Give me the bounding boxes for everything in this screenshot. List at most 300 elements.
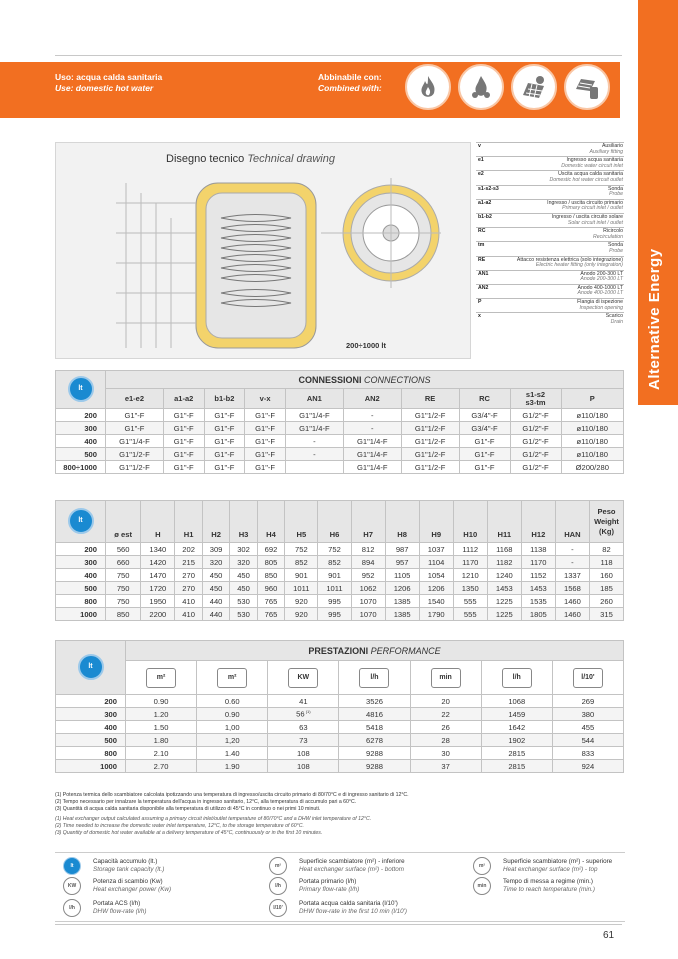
connections-title-en: CONNECTIONS — [364, 374, 431, 385]
table-cell: G1/2"-F — [510, 461, 561, 474]
legend-row — [476, 313, 624, 327]
table-cell: 160 — [590, 569, 624, 582]
table-cell: 455 — [552, 721, 623, 734]
row-label: 400 — [56, 435, 106, 448]
column-header: RC — [459, 389, 510, 409]
table-cell: 269 — [552, 695, 623, 708]
performance-icon-cell — [481, 661, 552, 695]
table-cell: ø110/180 — [561, 422, 623, 435]
column-header: H9 — [419, 501, 453, 543]
legend-row — [476, 270, 624, 284]
key-it: Superficie scambiatore (m²) - superiore — [503, 858, 613, 865]
table-row — [56, 608, 624, 621]
note-marker: (1) — [304, 709, 311, 715]
key-item — [93, 858, 164, 874]
legend-en: Anode 200-300 LT — [580, 276, 623, 283]
footnote: (3) Quantity of domestic hot water available at a delivery temperature of 45°C, continuously or in the first 10 minutes. — [55, 830, 323, 836]
key-icon: l/10' — [269, 899, 287, 917]
column-header: e1-e2 — [106, 389, 164, 409]
key-it: Portata acqua calda sanitaria (l/10') — [299, 900, 398, 907]
row-label: 400 — [56, 721, 126, 734]
column-header: H8 — [385, 501, 419, 543]
legend-row — [476, 171, 624, 185]
table-row — [56, 556, 624, 569]
connections-title-it: CONNESSIONI — [298, 374, 362, 385]
column-header: H4 — [257, 501, 284, 543]
legend-row — [476, 157, 624, 171]
table-cell: Ø200/280 — [561, 461, 623, 474]
table-cell: - — [343, 409, 401, 422]
table-cell: G1"-F — [163, 422, 204, 435]
table-cell: 852 — [285, 556, 318, 569]
legend-desc — [504, 213, 624, 227]
table-cell: 1720 — [141, 582, 175, 595]
legend-desc — [504, 313, 624, 327]
key-it: Tempo di messa a regime (min.) — [503, 878, 593, 885]
table-cell: 1568 — [555, 582, 589, 595]
page-number: 61 — [603, 930, 615, 941]
table-row — [56, 448, 624, 461]
table-cell: 450 — [202, 582, 229, 595]
column-header: RE — [401, 389, 459, 409]
legend-it: Attacco resistenza elettrica (solo integrazione) — [516, 256, 623, 263]
column-header: AN2 — [343, 389, 401, 409]
table-cell: 270 — [175, 569, 202, 582]
table-cell: 28 — [410, 734, 481, 747]
tank-drawing — [96, 173, 466, 353]
table-cell: G1"-F — [459, 461, 510, 474]
key-en: Heat exchanger power (Kw) — [93, 886, 172, 893]
column-header: H12 — [521, 501, 555, 543]
row-label: 300 — [56, 556, 106, 569]
table-cell: 450 — [230, 582, 257, 595]
legend-en: Electric heater fitting (only integration) — [535, 262, 623, 269]
table-cell: G1"-F — [204, 422, 245, 435]
table-cell: 4816 — [339, 708, 410, 721]
table-cell: 1037 — [419, 543, 453, 556]
table-cell: 2.70 — [126, 760, 197, 773]
table-cell: 752 — [285, 543, 318, 556]
table-cell: 309 — [202, 543, 229, 556]
legend-desc — [504, 199, 624, 213]
key-item — [299, 900, 407, 916]
legend-desc — [504, 299, 624, 313]
table-cell: 1.40 — [197, 747, 268, 760]
table-cell: 1459 — [481, 708, 552, 721]
performance-unit-icon: l/h — [359, 668, 389, 688]
legend-en: Recirculation — [593, 233, 623, 240]
row-label: 800 — [56, 747, 126, 760]
table-cell: 805 — [257, 556, 284, 569]
table-cell: 1.90 — [197, 760, 268, 773]
usage-en: Use: domestic hot water — [55, 83, 154, 93]
table-cell: 1206 — [419, 582, 453, 595]
table-cell: 995 — [318, 608, 351, 621]
legend-code: s1-s2-s3 — [476, 185, 504, 199]
table-cell: 752 — [318, 543, 351, 556]
connections-header-row — [56, 389, 624, 409]
performance-icon-cell — [197, 661, 268, 695]
legend-desc — [504, 185, 624, 199]
table-cell: 260 — [590, 595, 624, 608]
footnote: (3) Quantità di acqua calda sanitaria disponibile alla temperatura di utilizzo di 45°C in continuo o nei primi 10 minuti. — [55, 806, 321, 812]
row-label: 300 — [56, 708, 126, 721]
column-header: H7 — [351, 501, 385, 543]
table-cell: 924 — [552, 760, 623, 773]
table-cell: G1/2"-F — [510, 409, 561, 422]
table-cell: G1"1/2-F — [401, 422, 459, 435]
table-cell: 1240 — [487, 569, 521, 582]
table-cell: G1"-F — [204, 461, 245, 474]
column-header: H2 — [202, 501, 229, 543]
table-cell: 1642 — [481, 721, 552, 734]
table-cell: 2.10 — [126, 747, 197, 760]
table-cell: 1340 — [141, 543, 175, 556]
table-cell: 30 — [410, 747, 481, 760]
table-cell: 1.80 — [126, 734, 197, 747]
key-item — [93, 878, 171, 894]
table-cell: 108 — [268, 760, 339, 773]
key-en: Primary flow-rate (l/h) — [299, 886, 360, 893]
legend-row — [476, 242, 624, 256]
column-header: ø est — [106, 501, 141, 543]
table-cell: G1"-F — [245, 422, 286, 435]
table-cell: 3526 — [339, 695, 410, 708]
column-header: H10 — [453, 501, 487, 543]
table-cell: 1054 — [419, 569, 453, 582]
connections-title — [106, 371, 624, 389]
table-cell: 920 — [285, 595, 318, 608]
table-cell: 1206 — [385, 582, 419, 595]
table-cell: 185 — [590, 582, 624, 595]
table-cell: 1105 — [385, 569, 419, 582]
column-header: s1-s2 s3-tm — [510, 389, 561, 409]
table-cell: 1011 — [318, 582, 351, 595]
table-cell: G1"1/4-F — [285, 422, 343, 435]
table-cell: 544 — [552, 734, 623, 747]
key-it: Capacità accumulo (lt.) — [93, 858, 158, 865]
table-cell: 1168 — [487, 543, 521, 556]
table-cell: G1"1/4-F — [285, 409, 343, 422]
performance-title — [126, 641, 624, 661]
table-cell: 1225 — [487, 595, 521, 608]
legend-code: x — [476, 313, 504, 327]
solar-panel-icon — [511, 64, 557, 110]
row-label: 400 — [56, 569, 106, 582]
combined-label — [318, 72, 382, 94]
table-cell: G1"1/2-F — [401, 461, 459, 474]
table-cell: 1902 — [481, 734, 552, 747]
performance-unit-icon: m² — [217, 668, 247, 688]
table-cell: G1"-F — [163, 448, 204, 461]
side-label: Alternative Energy — [646, 248, 663, 390]
table-cell: 1790 — [419, 608, 453, 621]
row-label: 500 — [56, 734, 126, 747]
table-cell: 315 — [590, 608, 624, 621]
table-cell: 0.60 — [197, 695, 268, 708]
key-item — [299, 878, 359, 894]
performance-icon-cell — [410, 661, 481, 695]
legend-code: tm — [476, 242, 504, 256]
table-cell: G1"-F — [204, 435, 245, 448]
key-it: Potenza di scambio (Kw) — [93, 878, 163, 885]
table-cell: 692 — [257, 543, 284, 556]
legend-it: Sonda — [607, 185, 623, 192]
table-cell: G1"-F — [163, 461, 204, 474]
performance-unit-icon: l/10' — [573, 668, 603, 688]
performance-unit-icon: l/h — [502, 668, 532, 688]
row-label: 200 — [56, 409, 106, 422]
row-label: 1000 — [56, 760, 126, 773]
table-cell: 660 — [106, 556, 141, 569]
legend-it: Ingresso acqua sanitaria — [566, 157, 623, 164]
legend-code: RE — [476, 256, 504, 270]
row-label: 1000 — [56, 608, 106, 621]
table-cell: 530 — [230, 608, 257, 621]
table-cell: 1385 — [385, 608, 419, 621]
table-cell: G1"-F — [204, 448, 245, 461]
table-row — [56, 760, 624, 773]
footnotes — [55, 792, 625, 837]
table-cell: 1210 — [453, 569, 487, 582]
table-cell: 957 — [385, 556, 419, 569]
table-cell: 1453 — [487, 582, 521, 595]
table-cell: 833 — [552, 747, 623, 760]
table-cell: G1"1/2-F — [401, 409, 459, 422]
table-cell: G1"1/4-F — [343, 448, 401, 461]
capacity-logo-cell — [56, 371, 106, 409]
table-row — [56, 747, 624, 760]
footnote: (2) Tempo necessario per innalzare la temperatura dell'acqua in ingresso sanitario, 12°C, alla temperatura di accumulo pari a 60°C. — [55, 799, 357, 805]
table-cell: 560 — [106, 543, 141, 556]
table-cell: 56 $^{(1)}$ — [268, 708, 339, 721]
table-cell: 765 — [257, 595, 284, 608]
key-icon: m² — [473, 857, 491, 875]
column-header: H3 — [230, 501, 257, 543]
performance-title-it: PRESTAZIONI — [308, 645, 369, 656]
key-item — [93, 900, 147, 916]
table-cell: 850 — [257, 569, 284, 582]
table-cell: 1950 — [141, 595, 175, 608]
table-cell: 1170 — [521, 556, 555, 569]
legend-code: v — [476, 143, 504, 157]
legend-row — [476, 228, 624, 242]
table-cell: 410 — [175, 595, 202, 608]
column-header: H1 — [175, 501, 202, 543]
dimensions-header-row — [56, 501, 624, 543]
table-row — [56, 422, 624, 435]
key-item — [299, 858, 405, 874]
table-cell: 1,20 — [197, 734, 268, 747]
technical-drawing-panel — [55, 142, 471, 359]
legend-code: AN2 — [476, 284, 504, 298]
table-cell: G3/4"-F — [459, 422, 510, 435]
table-cell: 894 — [351, 556, 385, 569]
table-cell: 1104 — [419, 556, 453, 569]
key-en: Heat exchanger surface (m²) - bottom — [299, 866, 404, 873]
legend-it: Ingresso / uscita circuito primario — [547, 199, 623, 206]
capacity-logo-cell — [56, 641, 126, 695]
table-cell: 1805 — [521, 608, 555, 621]
key-item — [503, 878, 595, 894]
table-cell: 108 — [268, 747, 339, 760]
column-header: HAN — [555, 501, 589, 543]
table-cell: 1470 — [141, 569, 175, 582]
table-cell: G1"1/4-F — [343, 461, 401, 474]
performance-unit-icon: KW — [288, 668, 318, 688]
table-cell: - — [285, 448, 343, 461]
legend-en: Probe — [609, 191, 623, 198]
legend-it: Uscita acqua calda sanitaria — [558, 171, 623, 178]
column-header: H11 — [487, 501, 521, 543]
legend-it: Ingresso / uscita circuito solare — [551, 213, 623, 220]
table-cell: G1"1/2-F — [401, 435, 459, 448]
capacity-logo-cell — [56, 501, 106, 543]
performance-unit-icon: min — [431, 668, 461, 688]
legend-desc — [504, 242, 624, 256]
performance-title-en: PERFORMANCE — [370, 645, 441, 656]
legend-it: Sonda — [607, 242, 623, 249]
legend-en: Inspection opening — [579, 304, 623, 311]
table-cell: G1"1/4-F — [343, 435, 401, 448]
table-cell: 20 — [410, 695, 481, 708]
table-cell: 987 — [385, 543, 419, 556]
table-row — [56, 435, 624, 448]
legend-row — [476, 143, 624, 157]
table-cell — [285, 461, 343, 474]
legend-en: Anode 400-1000 LT — [577, 290, 623, 297]
legend-desc — [504, 171, 624, 185]
column-header: H5 — [285, 501, 318, 543]
table-cell: 302 — [230, 543, 257, 556]
drawing-title-en: Technical drawing — [247, 153, 335, 165]
table-cell: 215 — [175, 556, 202, 569]
key-icon: m² — [269, 857, 287, 875]
table-cell: G1"-F — [106, 409, 164, 422]
table-cell: 1460 — [555, 608, 589, 621]
legend-code: AN1 — [476, 270, 504, 284]
legend-desc — [504, 256, 624, 270]
table-cell: 1070 — [351, 595, 385, 608]
table-cell: G1"-F — [106, 422, 164, 435]
legend-it: Ausiliario — [601, 143, 623, 149]
legend-code: e1 — [476, 157, 504, 171]
table-cell: ø110/180 — [561, 409, 623, 422]
dimensions-table — [55, 500, 624, 621]
table-cell: G1"1/2-F — [106, 448, 164, 461]
performance-icon-cell — [268, 661, 339, 695]
top-rule — [55, 55, 622, 56]
table-cell: 320 — [202, 556, 229, 569]
legend-en: Domestic hot water circuit outlet — [549, 176, 623, 183]
row-label: 800÷1000 — [56, 461, 106, 474]
legend-row — [476, 213, 624, 227]
combined-en: Combined with: — [318, 83, 382, 93]
column-header: P — [561, 389, 623, 409]
legend-en: Solar circuit inlet / outlet — [567, 219, 623, 226]
table-cell: 26 — [410, 721, 481, 734]
table-cell: ø110/180 — [561, 435, 623, 448]
row-label: 300 — [56, 422, 106, 435]
table-cell: 765 — [257, 608, 284, 621]
table-cell: 1,00 — [197, 721, 268, 734]
table-cell: 1138 — [521, 543, 555, 556]
table-cell: 1385 — [385, 595, 419, 608]
table-cell: 1112 — [453, 543, 487, 556]
table-cell: G1"-F — [245, 435, 286, 448]
key-en: Time to reach temperature (min.) — [503, 886, 595, 893]
legend-desc — [504, 284, 624, 298]
table-cell: 9288 — [339, 760, 410, 773]
performance-icon-cell — [126, 661, 197, 695]
table-cell: 1182 — [487, 556, 521, 569]
column-header: H6 — [318, 501, 351, 543]
table-cell: 118 — [590, 556, 624, 569]
legend-it: Anodo 400-1000 LT — [577, 284, 623, 291]
logo-text: lt — [78, 384, 83, 392]
table-cell: 850 — [106, 608, 141, 621]
table-cell: 1350 — [453, 582, 487, 595]
column-header: v-x — [245, 389, 286, 409]
table-row — [56, 695, 624, 708]
legend-it: Anodo 200-300 LT — [580, 270, 623, 277]
table-cell: 901 — [285, 569, 318, 582]
table-cell: 1225 — [487, 608, 521, 621]
capacity-logo — [68, 508, 94, 534]
table-row — [56, 409, 624, 422]
table-cell: G1"1/2-F — [401, 448, 459, 461]
logo-text: lt — [88, 662, 93, 670]
key-icon: l/h — [63, 899, 81, 917]
table-cell: 555 — [453, 595, 487, 608]
table-cell: 750 — [106, 569, 141, 582]
column-header: H — [141, 501, 175, 543]
table-cell: 63 — [268, 721, 339, 734]
table-cell: - — [555, 556, 589, 569]
row-label: 200 — [56, 543, 106, 556]
table-cell: 82 — [590, 543, 624, 556]
legend-code: a1-a2 — [476, 199, 504, 213]
legend-it: Scarico — [605, 313, 623, 320]
logo-text: lt — [78, 516, 83, 524]
table-cell: 0.90 — [197, 708, 268, 721]
table-cell: 202 — [175, 543, 202, 556]
table-cell: G1"-F — [163, 435, 204, 448]
legend-desc — [504, 228, 624, 242]
drawing-title — [166, 153, 335, 165]
table-cell: - — [343, 422, 401, 435]
table-cell: 0.90 — [126, 695, 197, 708]
boiler-flame-icon — [405, 64, 451, 110]
table-cell: 530 — [230, 595, 257, 608]
table-row — [56, 734, 624, 747]
usage-it: Uso: acqua calda sanitaria — [55, 72, 163, 82]
legend-code: P — [476, 299, 504, 313]
column-header: a1-a2 — [163, 389, 204, 409]
table-cell: - — [285, 435, 343, 448]
table-cell: 1540 — [419, 595, 453, 608]
table-cell: G1/2"-F — [510, 422, 561, 435]
legend-en: Probe — [609, 247, 623, 254]
drawing-title-it: Disegno tecnico — [166, 153, 245, 165]
row-label: 500 — [56, 582, 106, 595]
table-cell: 750 — [106, 595, 141, 608]
performance-unit-icon: m² — [146, 668, 176, 688]
footnote: (1) Heat exchanger output calculated assuming a primary circuit inlet/outlet temperature of 80/70°C and a DHW inlet temperature of 12°C. — [55, 816, 372, 822]
table-row — [56, 569, 624, 582]
table-cell: 1170 — [453, 556, 487, 569]
table-cell: G1"-F — [204, 409, 245, 422]
